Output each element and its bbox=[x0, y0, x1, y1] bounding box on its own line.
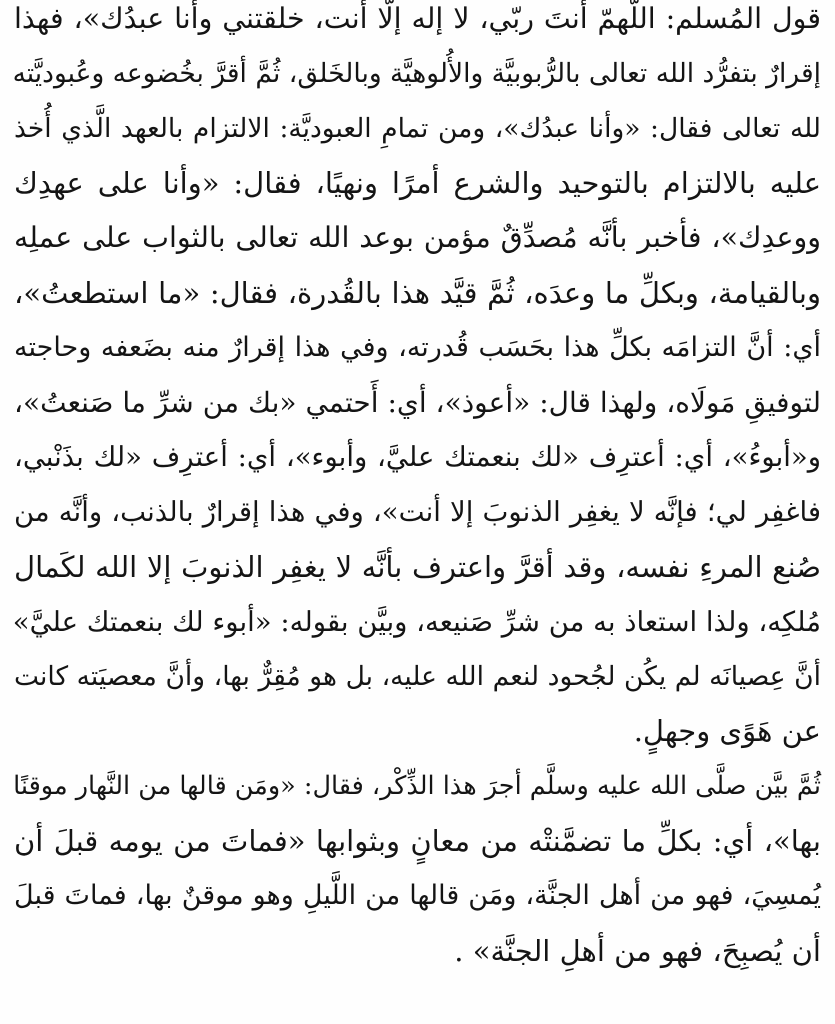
text-line: لله تعالى فقال: «وأنا عبدُك»، ومن تمامِ العبوديَّة: الالتزام بالعهد الَّذي أُخذ bbox=[14, 112, 821, 144]
text-line: ووعدِك»، فأخبر بأنَّه مُصدِّقٌ مؤمن بوعد الله تعالى بالثواب على عملِه bbox=[14, 221, 821, 255]
text-line: عليه بالالتزام بالتوحيد والشرع أمرًا ونهيًا، فقال: «وأنا على عهدِك bbox=[14, 166, 821, 201]
text-line: أي: أنَّ التزامَه بكلِّ هذا بحَسَب قُدرته، وفي هذا إقرارٌ منه بضَعفه وحاجته bbox=[14, 331, 821, 363]
text-line: فاغفِر لي؛ فإنَّه لا يغفِر الذنوبَ إلا أنت»، وفي هذا إقرارٌ بالذنب، وأنَّه من bbox=[14, 496, 821, 529]
text-line: وبالقيامة، وبكلِّ ما وعدَه، ثُمَّ قيَّد هذا بالقُدرة، فقال: «ما استطعتُ»، bbox=[14, 275, 821, 310]
text-line: إقرارٌ بتفرُّد الله تعالى بالرُّبوبيَّة والأُلوهيَّة وبالخَلق، ثُمَّ أقرَّ بخُضوعه وعُبوديَّته bbox=[12, 57, 821, 89]
text-line: لتوفيقِ مَولَاه، ولهذا قال: «أعوذ»، أي: أَحتمي «بك من شرِّ ما صَنعتُ»، bbox=[14, 385, 821, 419]
text-line: و«أبوءُ»، أي: أعترِف «لك بنعمتك عليَّ، وأبوء»، أي: أعترِف «لك بذَنْبي، bbox=[14, 441, 821, 474]
text-line: يُمسِيَ، فهو من أهل الجنَّة، ومَن قالها من اللَّيلِ وهو موقنٌ بها، فماتَ قبلَ bbox=[14, 879, 821, 911]
arabic-text-body bbox=[14, 0, 821, 978]
text-line: أنَّ عِصيانَه لم يكُن لجُحود لنعم الله عليه، بل هو مُقِرٌّ بها، وأنَّ معصيَته كانت bbox=[14, 660, 821, 692]
text-line: ثُمَّ بيَّن صلَّى الله عليه وسلَّم أجرَ هذا الذِّكْر، فقال: «ومَن قالها من النَّهار موقنًا bbox=[13, 771, 821, 802]
text-line: قول المُسلم: اللّهمّ أنتَ ربّي، لا إله إلّا أنت، خلقتني وأنا عبدُك»، فهذا bbox=[14, 2, 821, 35]
paragraph-end-line: عن هَوًى وجهلٍ. bbox=[633, 714, 821, 749]
text-line: مُلكِه، ولذا استعاذ به من شرِّ صَنيعه، وبيَّن بقوله: «أبوء لك بنعمتك عليَّ» bbox=[12, 605, 821, 638]
text-line: بها»، أي: بكلِّ ما تضمَّنتْه من معانٍ وبثوابها «فماتَ من يومه قبلَ أن bbox=[14, 823, 821, 858]
text-line: صُنع المرءِ نفسه، وقد أقرَّ واعترف بأنَّه لا يغفِر الذنوبَ إلا الله لكَمال bbox=[14, 549, 821, 584]
paragraph-end-line: أن يُصبِحَ، فهو من أهلِ الجنَّة» . bbox=[454, 933, 821, 968]
